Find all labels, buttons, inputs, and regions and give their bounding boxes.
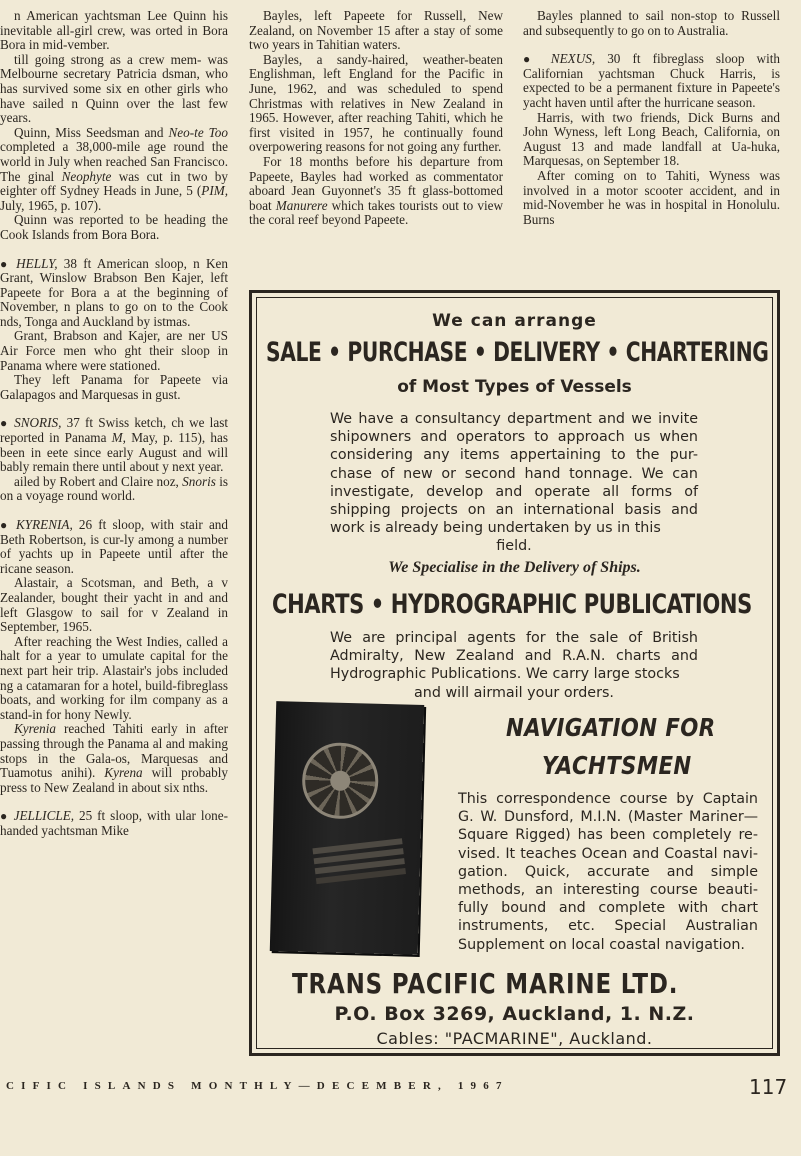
italic-text: PIM,: [201, 183, 228, 199]
ad-navigation-title-line2: YACHTSMEN: [542, 751, 692, 780]
article-paragraph: [0, 53, 228, 126]
ad-vessel-types: of Most Types of Vessels: [397, 377, 632, 397]
article-paragraph: [0, 635, 228, 723]
article-text: Alastair, a Scotsman, and Beth, a v Zealander, bought their yacht in and and left Glasgow to sail for v Zealand in September, 1965.: [0, 575, 228, 635]
bullet-icon: ●: [523, 52, 551, 67]
article-text: Bayles planned to sail non-stop to Russell and subsequently to go on to Australia.: [523, 8, 780, 38]
article-text: was cut in two by eighter off Sydney Heads in June, 5 (: [0, 168, 228, 199]
article-paragraph: [0, 257, 228, 330]
italic-text: NEXUS,: [550, 51, 596, 67]
article-paragraph: [0, 518, 228, 576]
italic-text: M,: [111, 430, 126, 446]
ships-wheel-icon: [301, 742, 379, 820]
article-column-1: [0, 9, 228, 838]
article-text: ailed by Robert and Claire noz,: [14, 473, 183, 489]
italic-text: Manurere: [275, 197, 328, 213]
article-text: till going strong as a crew mem- was Melbourne secretary Patricia dsman, who has survived some six en other girls who have sailed n Quinn over the last few years.: [0, 51, 228, 126]
article-paragraph: [0, 329, 228, 373]
article-paragraph: [0, 809, 228, 838]
italic-text: Neo-te Too: [168, 124, 228, 140]
article-paragraph: [249, 155, 503, 228]
italic-text: SNORIS,: [14, 415, 62, 431]
article-paragraph: [0, 126, 228, 214]
bullet-icon: ●: [0, 256, 17, 271]
ad-charts-text: We are principal agents for the sale of British Admiralty, New Zealand and R.A.N. charts and Hydrographic Publications. We carry large stocks: [330, 630, 698, 683]
article-text: For 18 months before his departure from Papeete, Bayles had worked as commentator aboard Jean Guyonnet's 35 ft glass-bottomed boat: [249, 153, 503, 213]
article-text: will probably press to New Zealand in about six nths.: [0, 765, 228, 795]
article-text: 38 ft American sloop, n Ken Grant, Winslow Brabson Ben Kajer, left Papeete for Bora a at the beginning of November, n plans to go on to the Cook nds, Tonga and Auckland by istmas.: [0, 255, 228, 329]
ad-specialise-line: We Specialise in the Delivery of Ships.: [388, 559, 641, 576]
article-text: Bayles, left Papeete for Russell, New Zealand, on November 15 after a stay of some two years in Tahitian waters.: [249, 8, 503, 53]
article-text: They left Panama for Papeete via Galapagos and Marquesas in gust.: [0, 372, 228, 402]
ad-navigation-title-line1: NAVIGATION FOR: [506, 713, 716, 742]
ad-charts-last-line: and will airmail your orders.: [414, 684, 614, 701]
article-text: is on a voyage round world.: [0, 473, 228, 504]
ad-consultancy-last-line: field.: [496, 538, 532, 555]
article-paragraph: [249, 9, 503, 53]
ad-arrange-heading: We can arrange: [432, 311, 597, 331]
article-text: completed a 38,000-mile age round the world in July when reached San Francisco. The ginal: [0, 139, 228, 184]
bullet-icon: ●: [0, 518, 16, 532]
italic-text: Kyrenia: [14, 721, 56, 737]
article-column-3: [523, 9, 780, 227]
ad-charts-paragraph: [330, 629, 698, 702]
ad-consultancy-text: We have a consultancy department and we invite shipowners and operators to approach us when considering any items appertaining to the pur-chase of new or second hand tonnage. We can investigate, develop and operate all forms of shipping projects on an international basis and work is already being undertaken by us in this: [330, 411, 698, 537]
article-paragraph: [0, 576, 228, 634]
article-paragraph: [523, 9, 780, 38]
article-paragraph: [0, 213, 228, 242]
article-text: May, p. 115), has been in eete since early August and will bably remain there until about y next year.: [0, 430, 228, 475]
article-paragraph: [0, 475, 228, 504]
article-paragraph: [0, 9, 228, 53]
article-paragraph: [0, 416, 228, 474]
italic-text: KYRENIA,: [15, 517, 73, 532]
italic-text: Snoris: [182, 473, 216, 489]
italic-text: Kyrena: [104, 765, 143, 781]
article-column-2: [249, 9, 503, 228]
italic-text: Neophyte: [61, 168, 112, 184]
ad-consultancy-paragraph: [330, 410, 698, 556]
article-text: 37 ft Swiss ketch, ch we last reported in Panama: [0, 415, 228, 446]
article-text: Harris, with two friends, Dick Burns and John Wyness, left Long Beach, California, on August 13 and made landfall at Ua-huka, Marquesas, on September 18.: [523, 109, 780, 169]
italic-text: JELLICLE,: [13, 808, 75, 824]
article-paragraph: [0, 722, 228, 795]
ad-charts-headline: CHARTS • HYDROGRAPHIC PUBLICATIONS: [272, 589, 752, 620]
article-text: 25 ft sloop, with ular lone-handed yachtsman Mike: [0, 808, 228, 838]
article-text: Quinn, Miss Seedsman and: [14, 124, 169, 140]
article-text: n American yachtsman Lee Quinn his inevitable all-girl crew, was orted in Bora Bora in mid-vember.: [0, 8, 228, 53]
ad-course-paragraph: This correspondence course by Captain G. W. Dunsford, M.I.N. (Master Mariner— Square Rigged) has been completely re-vised. It teaches Ocean and Coastal navi-gation. Quick, accurate and simple methods, an interesting course beauti-fully bound and complete with chart instruments, etc. Special Australian Supplement on local coastal navigation.: [458, 791, 758, 953]
article-paragraph: [523, 111, 780, 169]
article-text: After coming on to Tahiti, Wyness was involved in a motor scooter accident, and in mid-November he was in hospital in Honolulu. Burns: [523, 167, 780, 227]
italic-text: HELLY,: [16, 255, 58, 271]
bullet-icon: ●: [0, 416, 15, 431]
trans-pacific-marine-advertisement: [249, 290, 780, 1056]
book-cover-lettering: [312, 838, 402, 854]
article-text: reached Tahiti early in after passing through the Panama al and making stops in the Gala-os, Marquesas and Tuamotus anihi).: [0, 721, 228, 781]
page-number: 117: [749, 1075, 788, 1099]
article-text: Bayles, a sandy-haired, weather-beaten Englishman, left England for the Pacific in June, 1962, and was scheduled to spend Christmas with relatives in New Zealand in 1965. However, after reaching Tahiti, which he first visited in 1957, he continually found overpowering reasons for not going any further.: [249, 51, 503, 155]
article-paragraph: [249, 53, 503, 155]
article-text: 30 ft fibreglass sloop with Californian yachtsman Chuck Harris, is expected to be a permanent fixture in Papeete's yacht haven until after the hurricane season.: [523, 51, 780, 110]
ad-services-headline: SALE • PURCHASE • DELIVERY • CHARTERING: [266, 337, 769, 368]
article-text: After reaching the West Indies, called a halt for a year to umulate capital for the next part heir trip. Alastair's jobs included ng a catamaran for a hotel, build-fibreglass boats, and working for ilm company as a stand-in for hony Newly.: [0, 633, 228, 722]
article-paragraph: [523, 52, 780, 110]
ad-company-name: TRANS PACIFIC MARINE LTD.: [292, 967, 679, 1000]
article-text: which takes tourists out to view the coral reef beyond Papeete.: [249, 197, 503, 228]
article-text: July, 1965, p. 107).: [0, 197, 102, 213]
article-text: 26 ft sloop, with stair and Beth Robertson, is cur-ly among a number of yachts up in Papeete until after the ricane season.: [0, 517, 228, 576]
article-paragraph: [523, 169, 780, 227]
article-paragraph: [0, 373, 228, 402]
ad-cable-address: Cables: "PACMARINE", Auckland.: [376, 1029, 653, 1048]
page-footer: [0, 1075, 801, 1105]
article-text: Quinn was reported to be heading the Cook Islands from Bora Bora.: [0, 212, 228, 242]
navigation-book-image: [270, 701, 424, 955]
running-head: CIFIC ISLANDS MONTHLY—DECEMBER, 1967: [6, 1080, 509, 1092]
article-text: Grant, Brabson and Kajer, are ner US Air Force men who ght their sloop in Panama where were stationed.: [0, 328, 228, 373]
bullet-icon: ●: [0, 809, 14, 824]
ad-postal-address: P.O. Box 3269, Auckland, 1. N.Z.: [334, 1003, 695, 1025]
